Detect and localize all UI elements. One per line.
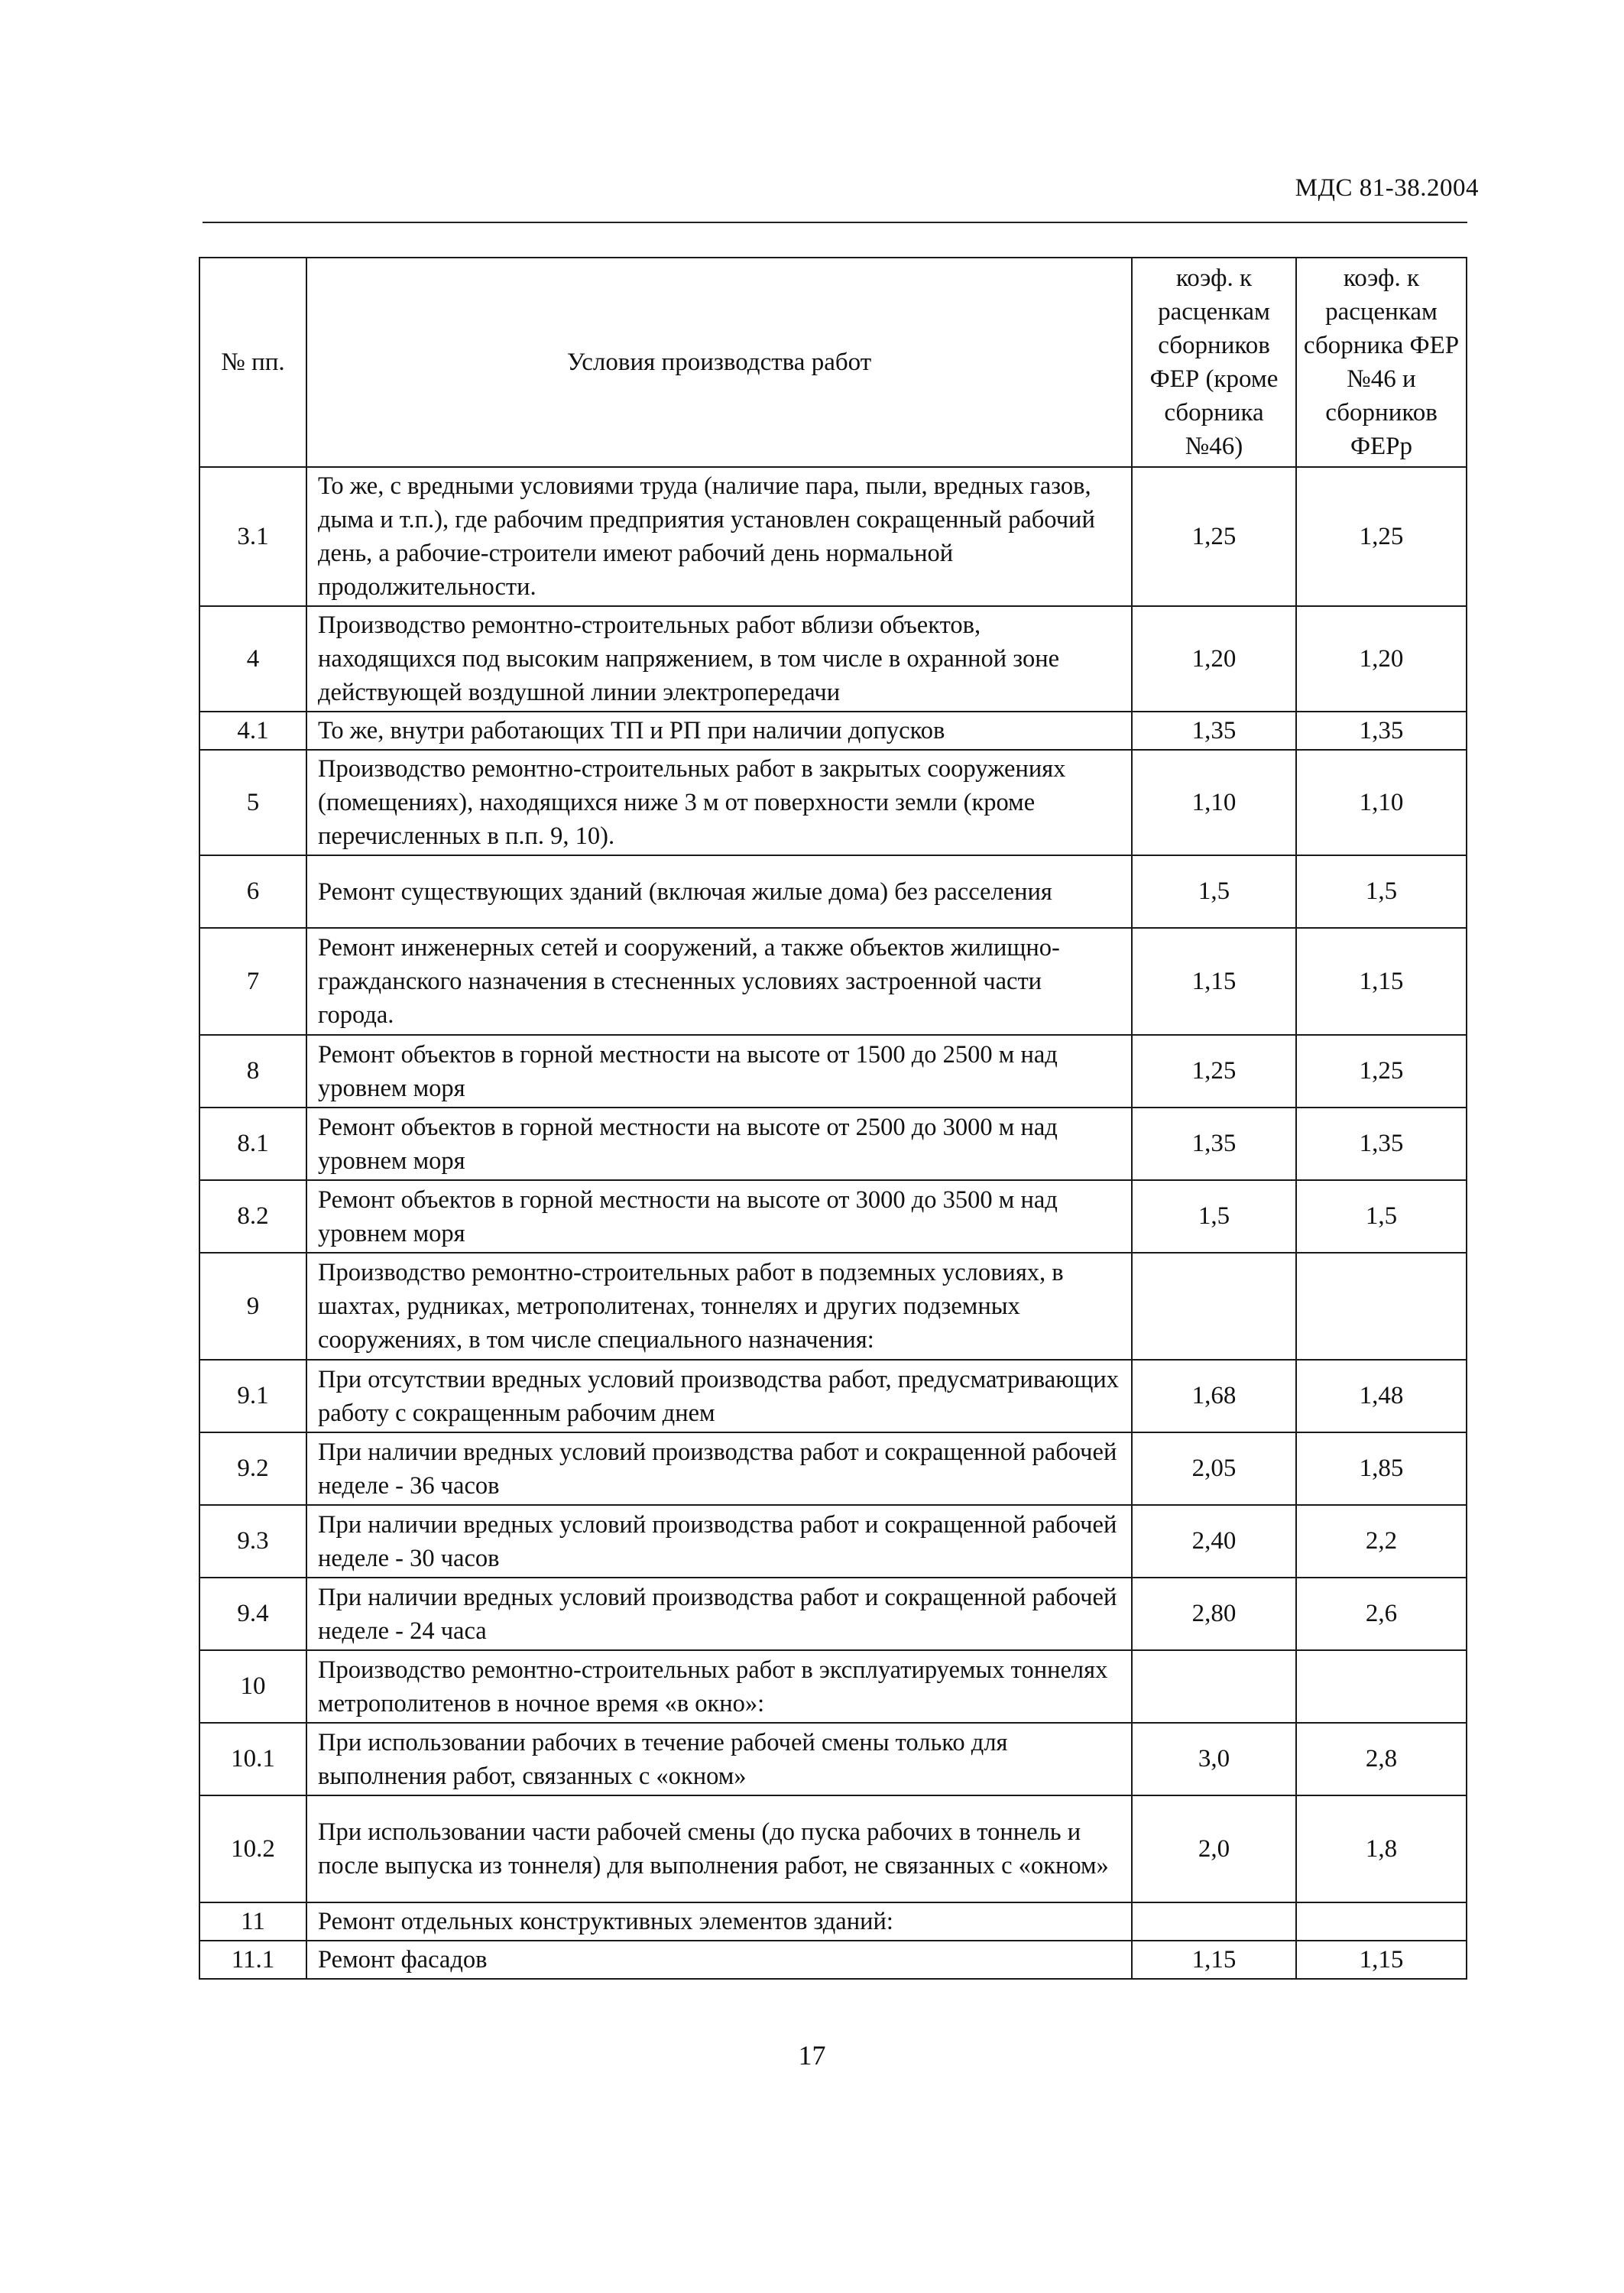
table-row [199,467,1467,606]
row-condition: То же, с вредными условиями труда (наличие пара, пыли, вредных газов, дыма и т.п.), где рабочим предприятия установлен сокращенный рабочий день, а рабочие-строители имеют рабочий день нормальной продолжительности. [306,467,1132,606]
row-coef-fer: 1,68 [1132,1360,1296,1432]
row-condition: При наличии вредных условий производства работ и сокращенной рабочей неделе - 30 часов [306,1505,1132,1578]
table-row [199,1432,1467,1505]
table-row [199,1650,1467,1723]
table-row [199,606,1467,712]
row-condition: При наличии вредных условий производства работ и сокращенной рабочей неделе - 24 часа [306,1578,1132,1650]
table-row [199,1035,1467,1108]
row-number: 9.3 [199,1505,306,1578]
row-number: 4.1 [199,712,306,750]
row-coef-fer: 1,15 [1132,928,1296,1035]
row-coef-fer46: 1,35 [1296,712,1467,750]
row-condition: При наличии вредных условий производства работ и сокращенной рабочей неделе - 36 часов [306,1432,1132,1505]
row-number: 9.4 [199,1578,306,1650]
row-coef-fer: 2,0 [1132,1795,1296,1902]
row-condition: Ремонт отдельных конструктивных элементов зданий: [306,1902,1132,1941]
table-row [199,1723,1467,1795]
row-number: 5 [199,750,306,855]
row-coef-fer: 1,15 [1132,1941,1296,1979]
table-row [199,928,1467,1035]
row-number: 10.2 [199,1795,306,1902]
row-coef-fer: 1,35 [1132,712,1296,750]
row-coef-fer46: 1,5 [1296,855,1467,928]
row-condition: Ремонт инженерных сетей и сооружений, а также объектов жилищно-гражданского назначения в стесненных условиях застроенной части города. [306,928,1132,1035]
row-coef-fer: 1,10 [1132,750,1296,855]
row-condition: Производство ремонтно-строительных работ в эксплуатируемых тоннелях метрополитенов в ночное время «в окно»: [306,1650,1132,1723]
row-condition: Производство ремонтно-строительных работ в закрытых сооружениях (помещениях), находящихся ниже 3 м от поверхности земли (кроме перечисленных в п.п. 9, 10). [306,750,1132,855]
row-coef-fer46: 1,48 [1296,1360,1467,1432]
row-coef-fer46: 1,20 [1296,606,1467,712]
row-number: 9.2 [199,1432,306,1505]
row-condition: Ремонт объектов в горной местности на высоте от 3000 до 3500 м над уровнем моря [306,1180,1132,1253]
row-condition: При отсутствии вредных условий производства работ, предусматривающих работу с сокращенным рабочим днем [306,1360,1132,1432]
row-condition: При использовании рабочих в течение рабочей смены только для выполнения работ, связанных с «окном» [306,1723,1132,1795]
header-coef-fer46: коэф. к расценкам сборника ФЕР №46 и сборников ФЕРр [1296,258,1467,467]
header-num: № пп. [199,258,306,467]
row-condition: Ремонт объектов в горной местности на высоте от 1500 до 2500 м над уровнем моря [306,1035,1132,1108]
row-coef-fer46: 1,15 [1296,1941,1467,1979]
row-coef-fer46 [1296,1650,1467,1723]
row-coef-fer: 1,35 [1132,1108,1296,1180]
row-number: 4 [199,606,306,712]
row-coef-fer: 2,40 [1132,1505,1296,1578]
row-coef-fer: 2,05 [1132,1432,1296,1505]
row-coef-fer46: 1,10 [1296,750,1467,855]
table-row [199,712,1467,750]
table-header-row [199,258,1467,467]
row-number: 8.1 [199,1108,306,1180]
document-code: МДС 81-38.2004 [1295,174,1479,202]
header-divider [203,222,1467,223]
row-number: 8.2 [199,1180,306,1253]
header-condition: Условия производства работ [306,258,1132,467]
row-coef-fer46: 1,15 [1296,928,1467,1035]
row-number: 6 [199,855,306,928]
row-coef-fer: 1,25 [1132,1035,1296,1108]
row-condition: Производство ремонтно-строительных работ в подземных условиях, в шахтах, рудниках, метрополитенах, тоннелях и других подземных сооружениях, в том числе специального назначения: [306,1253,1132,1360]
row-condition: При использовании части рабочей смены (до пуска рабочих в тоннель и после выпуска из тоннеля) для выполнения работ, не связанных с «окном» [306,1795,1132,1902]
row-coef-fer46 [1296,1253,1467,1360]
table-row [199,1108,1467,1180]
row-coef-fer46: 1,25 [1296,1035,1467,1108]
row-coef-fer46: 1,35 [1296,1108,1467,1180]
row-number: 9 [199,1253,306,1360]
table-row [199,855,1467,928]
table-row [199,1941,1467,1979]
row-coef-fer: 1,25 [1132,467,1296,606]
row-coef-fer46: 1,8 [1296,1795,1467,1902]
table-row [199,1505,1467,1578]
row-condition: Производство ремонтно-строительных работ вблизи объектов, находящихся под высоким напряжением, в том числе в охранной зоне действующей воздушной линии электропередачи [306,606,1132,712]
row-coef-fer46: 2,6 [1296,1578,1467,1650]
row-coef-fer: 1,20 [1132,606,1296,712]
row-coef-fer46: 1,85 [1296,1432,1467,1505]
row-coef-fer46 [1296,1902,1467,1941]
row-condition: То же, внутри работающих ТП и РП при наличии допусков [306,712,1132,750]
row-coef-fer: 1,5 [1132,855,1296,928]
table-row [199,1360,1467,1432]
row-condition: Ремонт фасадов [306,1941,1132,1979]
row-coef-fer: 1,5 [1132,1180,1296,1253]
row-coef-fer: 3,0 [1132,1723,1296,1795]
row-coef-fer: 2,80 [1132,1578,1296,1650]
row-condition: Ремонт существующих зданий (включая жилые дома) без расселения [306,855,1132,928]
table-row [199,1578,1467,1650]
row-coef-fer46: 1,5 [1296,1180,1467,1253]
row-number: 11 [199,1902,306,1941]
row-coef-fer [1132,1902,1296,1941]
table-row [199,1795,1467,1902]
table-row [199,1180,1467,1253]
row-coef-fer46: 2,8 [1296,1723,1467,1795]
row-number: 7 [199,928,306,1035]
table-row [199,1902,1467,1941]
row-number: 3.1 [199,467,306,606]
table-row [199,750,1467,855]
header-coef-fer: коэф. к расценкам сборников ФЕР (кроме сборника №46) [1132,258,1296,467]
row-coef-fer46: 2,2 [1296,1505,1467,1578]
page-number: 17 [798,2040,826,2071]
row-coef-fer [1132,1650,1296,1723]
row-number: 9.1 [199,1360,306,1432]
row-coef-fer [1132,1253,1296,1360]
row-number: 8 [199,1035,306,1108]
coefficients-table [199,257,1467,1980]
row-coef-fer46: 1,25 [1296,467,1467,606]
row-number: 10 [199,1650,306,1723]
table-row [199,1253,1467,1360]
row-number: 11.1 [199,1941,306,1979]
row-number: 10.1 [199,1723,306,1795]
row-condition: Ремонт объектов в горной местности на высоте от 2500 до 3000 м над уровнем моря [306,1108,1132,1180]
